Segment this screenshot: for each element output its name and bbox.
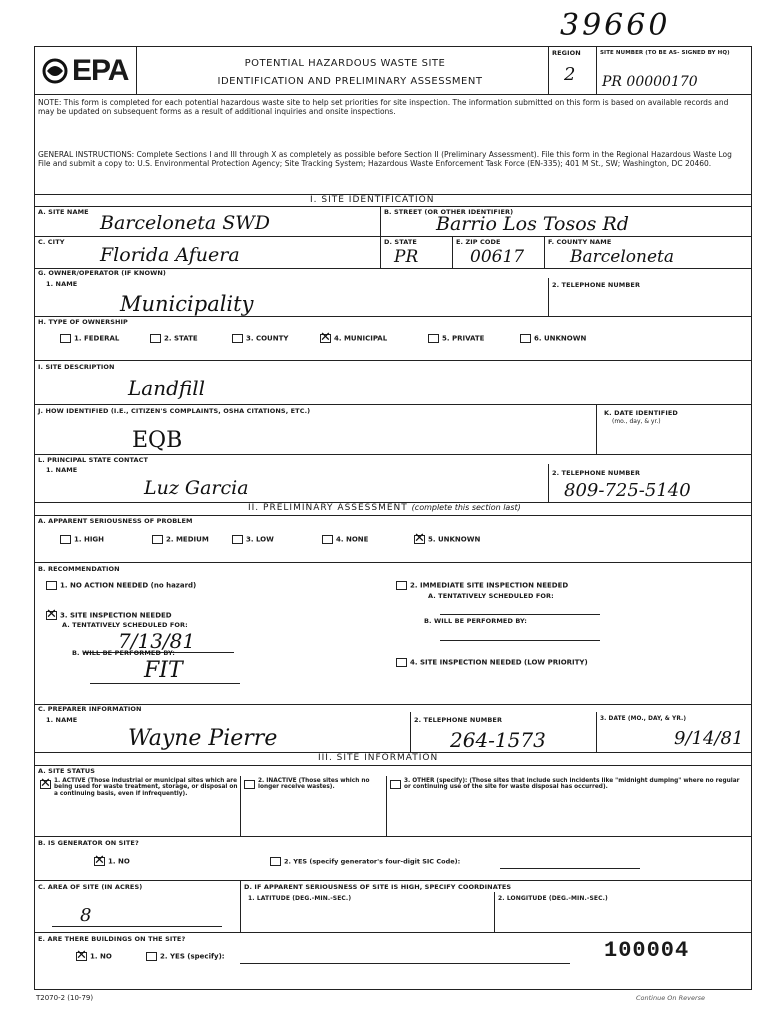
status-inactive[interactable] [244,778,384,791]
site-name-label: A. SITE NAME [38,208,89,216]
preparer-name-label: 1. NAME [46,716,78,724]
form-title-line2: IDENTIFICATION AND PRELIMINARY ASSESSMENT [217,76,483,87]
ownership-unknown-checkbox[interactable] [520,334,531,343]
date-identified-sublabel: (mo., day, & yr.) [612,418,661,425]
site-status-label: A. SITE STATUS [38,767,96,775]
status-active-checkbox[interactable] [40,780,51,789]
ownership-county-checkbox[interactable] [232,334,243,343]
preparer-label: C. PREPARER INFORMATION [38,705,142,713]
rec2-scheduled-label: A. TENTATIVELY SCHEDULED FOR: [428,592,554,600]
epa-logo [38,52,134,90]
site-name-value[interactable]: Barceloneta SWD [100,212,271,234]
site-description-value[interactable]: Landfill [128,376,206,400]
status-active[interactable] [40,778,238,797]
seriousness-medium-checkbox[interactable] [152,535,163,544]
status-active-text: 1. ACTIVE (Those industrial or municipal sites which are being used for waste treatment, storage, or disposal on a continuing basis, even if infrequently). [54,778,238,797]
seriousness-low-checkbox[interactable] [232,535,243,544]
status-other[interactable] [390,778,746,791]
status-inactive-checkbox[interactable] [244,780,255,789]
section1-title: I. SITE IDENTIFICATION [310,195,435,205]
how-identified-value[interactable]: EQB [132,428,183,453]
ownership-state-checkbox[interactable] [150,334,161,343]
seriousness-high-checkbox[interactable] [60,535,71,544]
owner-phone-label: 2. TELEPHONE NUMBER [552,281,641,289]
zip-value[interactable]: 00617 [470,247,525,267]
county-value[interactable]: Barceloneta [570,247,674,267]
contact-phone-label: 2. TELEPHONE NUMBER [552,469,641,477]
epa-logo-text: EPA [72,54,129,87]
form-number: T2070-2 (10-79) [36,994,94,1002]
buildings-yes[interactable]: 2. YES (specify): [146,952,225,961]
area-label: C. AREA OF SITE (IN ACRES) [38,883,143,891]
generator-yes[interactable]: 2. YES (specify generator's four-digit SIC Code): [270,857,460,866]
document-stamp-number: 100004 [604,938,690,963]
section3-title: III. SITE INFORMATION [318,753,439,763]
rec-immediate-checkbox[interactable] [396,581,407,590]
seriousness-high[interactable]: 1. HIGH [60,535,104,544]
rec3-performed-label: B. WILL BE PERFORMED BY: [72,649,175,657]
rec2-performed-label: B. WILL BE PERFORMED BY: [424,617,527,625]
latitude-label: 1. LATITUDE (DEG.-MIN.-SEC.) [248,895,352,902]
state-label: D. STATE [384,238,417,246]
contact-name-value[interactable]: Luz Garcia [144,477,249,499]
rec3-scheduled-label: A. TENTATIVELY SCHEDULED FOR: [62,621,188,629]
seriousness-none[interactable]: 4. NONE [322,535,368,544]
contact-phone-value[interactable]: 809-725-5140 [564,480,691,501]
ownership-private[interactable]: 5. PRIVATE [428,334,484,343]
state-value[interactable]: PR [394,247,419,267]
street-label: B. STREET (OR OTHER IDENTIFIER) [384,208,514,216]
buildings-yes-checkbox[interactable] [146,952,157,961]
rec3-scheduled-value[interactable]: 7/13/81 [118,629,196,653]
city-value[interactable]: Florida Afuera [100,244,240,266]
preparer-date-value[interactable]: 9/14/81 [674,728,744,749]
handwritten-document-number: 39660 [560,8,671,43]
ownership-county[interactable]: 3. COUNTY [232,334,288,343]
rec-low-priority[interactable]: 4. SITE INSPECTION NEEDED (LOW PRIORITY) [396,658,588,667]
buildings-no[interactable]: ✕1. NO [76,952,112,961]
general-instructions: GENERAL INSTRUCTIONS: Complete Sections I and III through X as completely as possible before Section II (Preliminary Assessment). File this form in the Regional Hazardous Waste Log File and submit a copy to: U.S. Environmental Protection Agency; Site Tracking System; Hazardous Waste Enforcement Task Force (EN-335); 401 M St., SW; Washington, DC 20460. [38,150,732,168]
area-value[interactable]: 8 [80,905,92,926]
seriousness-low[interactable]: 3. LOW [232,535,274,544]
rec-immediate-inspection[interactable]: 2. IMMEDIATE SITE INSPECTION NEEDED [396,581,568,590]
ownership-state[interactable]: 2. STATE [150,334,198,343]
ownership-federal[interactable]: 1. FEDERAL [60,334,119,343]
rec-no-action[interactable]: 1. NO ACTION NEEDED (no hazard) [46,581,196,590]
coordinates-label: D. IF APPARENT SERIOUSNESS OF SITE IS HIGH, SPECIFY COORDINATES [244,883,512,891]
street-value[interactable]: Barrio Los Tosos Rd [436,213,629,235]
recommendation-label: B. RECOMMENDATION [38,565,120,573]
longitude-label: 2. LONGITUDE (DEG.-MIN.-SEC.) [498,895,608,902]
seriousness-none-checkbox[interactable] [322,535,333,544]
owner-name-value[interactable]: Municipality [120,292,254,316]
ownership-federal-checkbox[interactable] [60,334,71,343]
rec-no-action-checkbox[interactable] [46,581,57,590]
note-paragraph: NOTE: This form is completed for each potential hazardous waste site to help set priorities for site inspection. The information submitted on this form is based on available records and may be updated on subsequent forms as a result of additional inquiries and onsite inspections. [38,98,729,116]
how-identified-label: J. HOW IDENTIFIED (I.E., CITIZEN'S COMPLAINTS, OSHA CITATIONS, ETC.) [38,407,311,415]
section2-title [248,503,521,513]
section2-title-note: (complete this section last) [411,503,521,512]
city-label: C. CITY [38,238,65,246]
preparer-date-label: 3. DATE (MO., DAY, & YR.) [600,716,687,722]
ownership-municipal[interactable]: ✕ 4. MUNICIPAL [320,334,387,343]
preparer-phone-value[interactable]: 264-1573 [450,728,546,752]
seriousness-unknown[interactable]: ✕ 5. UNKNOWN [414,535,480,544]
buildings-label: E. ARE THERE BUILDINGS ON THE SITE? [38,935,186,943]
county-label: F. COUNTY NAME [548,238,612,246]
contact-name-label: 1. NAME [46,466,78,474]
generator-label: B. IS GENERATOR ON SITE? [38,839,139,847]
seriousness-label: A. APPARENT SERIOUSNESS OF PROBLEM [38,517,193,525]
rec3-performed-value[interactable]: FIT [144,658,183,683]
date-identified-label: K. DATE IDENTIFIED [604,409,678,417]
preparer-name-value[interactable]: Wayne Pierre [128,726,278,751]
generator-yes-checkbox[interactable] [270,857,281,866]
seriousness-unknown-checkbox[interactable] [414,535,425,544]
site-description-label: I. SITE DESCRIPTION [38,363,115,371]
section2-title-text: II. PRELIMINARY ASSESSMENT [248,503,408,513]
rec-site-inspection[interactable]: ✕3. SITE INSPECTION NEEDED [46,611,172,620]
preparer-phone-label: 2. TELEPHONE NUMBER [414,716,503,724]
status-other-text: 3. OTHER (specify): (Those sites that include such incidents like "midnight dumping" where no regular or continuing use of the site for waste disposal has occurred). [404,778,740,791]
continue-on-reverse: Continue On Reverse [636,994,706,1002]
site-number-value: PR 00000170 [602,74,698,90]
generator-no[interactable]: ✕1. NO [94,857,130,866]
site-number-label: SITE NUMBER (TO BE AS- SIGNED BY HQ) [600,50,730,56]
rec-site-inspection-checkbox[interactable] [46,611,57,620]
ownership-private-checkbox[interactable] [428,334,439,343]
seriousness-medium[interactable]: 2. MEDIUM [152,535,209,544]
form-title-line1: POTENTIAL HAZARDOUS WASTE SITE [244,58,446,69]
ownership-label: H. TYPE OF OWNERSHIP [38,318,128,326]
region-label: REGION [552,49,581,57]
ownership-unknown[interactable]: 6. UNKNOWN [520,334,586,343]
state-contact-label: L. PRINCIPAL STATE CONTACT [38,456,149,464]
rec-low-priority-checkbox[interactable] [396,658,407,667]
region-value: 2 [564,64,576,85]
buildings-no-checkbox[interactable] [76,952,87,961]
zip-label: E. ZIP CODE [456,238,501,246]
owner-label: G. OWNER/OPERATOR (IF KNOWN) [38,269,166,277]
ownership-municipal-checkbox[interactable] [320,334,331,343]
status-other-checkbox[interactable] [390,780,401,789]
owner-name-label: 1. NAME [46,280,78,288]
status-inactive-text: 2. INACTIVE (Those sites which no longer receive wastes). [258,778,370,791]
generator-no-checkbox[interactable] [94,857,105,866]
